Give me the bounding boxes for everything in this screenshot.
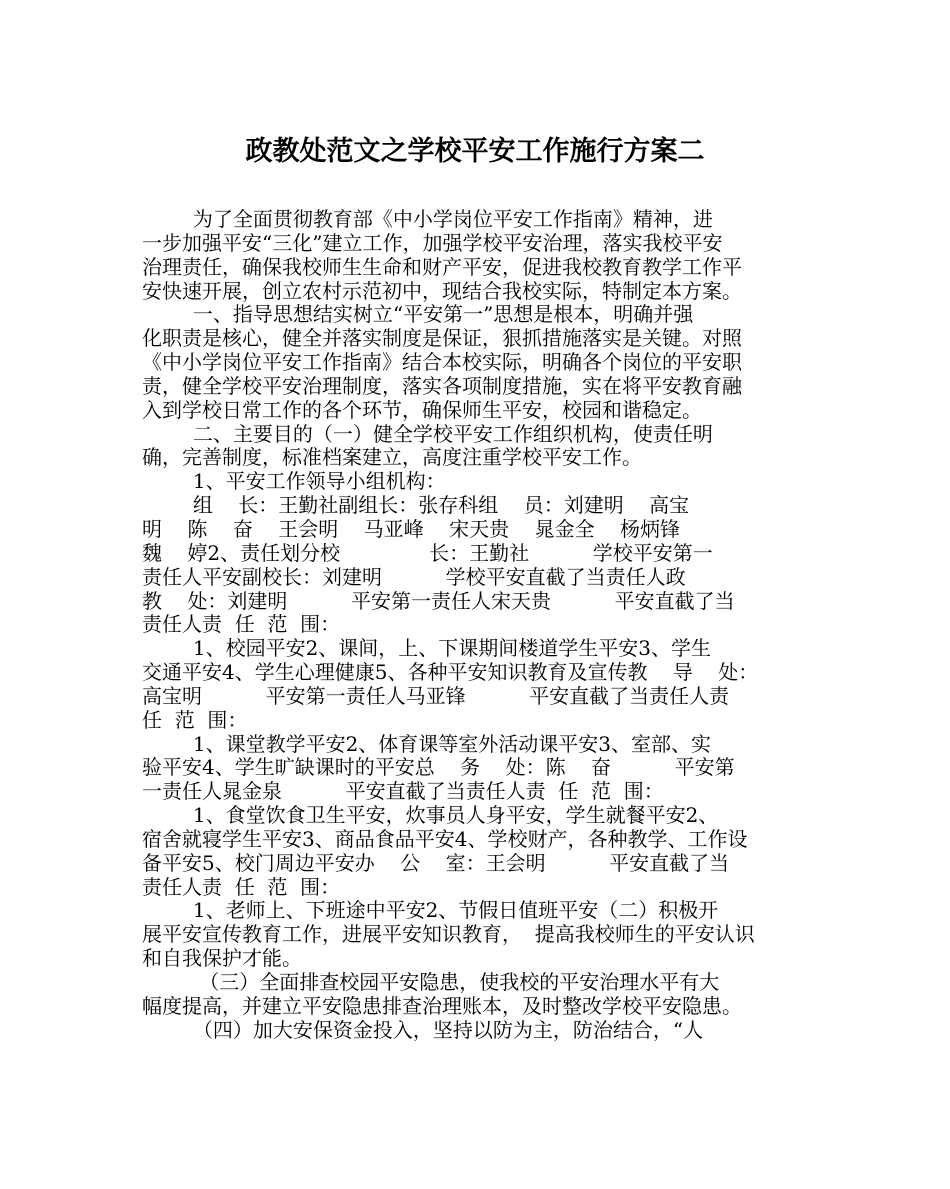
body-line: 《中小学岗位平安工作指南》结合本校实际，明确各个岗位的平安职	[142, 350, 742, 375]
body-line: 责任人责 任 范 围：	[142, 874, 341, 899]
body-line: 1、老师上、下班途中平安2、节假日值班平安（二）积极开	[142, 898, 719, 923]
body-line: 备平安5、校门周边平安办 公 室：王会明 平安直截了当	[142, 850, 730, 875]
body-line: 展平安宣传教育工作，进展平安知识教育， 提高我校师生的平安认识	[142, 922, 755, 947]
body-line: 责任人责 任 范 围：	[142, 612, 341, 637]
body-line: 任 范 围：	[142, 707, 248, 732]
body-line: 1、校园平安2、课间，上、下课期间楼道学生平安3、学生	[142, 636, 712, 661]
body-line: 宿舍就寝学生平安3、商品食品平安4、学校财产，各种教学、工作设	[142, 826, 748, 851]
body-line: 组 长：王勤社副组长：张存科组 员：刘建明 高宝	[142, 493, 690, 518]
body-line: 一、指导思想结实树立“平安第一”思想是根本，明确并强	[142, 302, 694, 327]
body-line: 责，健全学校平安治理制度，落实各项制度措施，实在将平安教育融	[142, 373, 742, 398]
body-line: 一责任人晁金泉 平安直截了当责任人责 任 范 围：	[142, 779, 664, 804]
body-line: 交通平安4、学生心理健康5、各种平安知识教育及宣传教 导 处：	[142, 660, 759, 685]
body-line: 魏 婷2、责任划分校 长：王勤社 学校平安第一	[142, 540, 713, 565]
body-line: 明 陈 奋 王会明 马亚峰 宋天贵 晁金全 杨炳锋	[142, 516, 681, 541]
body-line: 教 处：刘建明 平安第一责任人宋天贵 平安直截了当	[142, 588, 735, 613]
body-line: 一步加强平安“三化”建立工作，加强学校平安治理，落实我校平安	[142, 230, 723, 255]
body-line: （四）加大安保资金投入，坚持以防为主，防治结合，“人	[142, 1017, 704, 1042]
body-line: 化职责是核心，健全并落实制度是保证，狠抓措施落实是关键。对照	[142, 326, 742, 351]
body-line: 验平安4、学生旷缺课时的平安总 务 处：陈 奋 平安第	[142, 755, 735, 780]
body-line: 高宝明 平安第一责任人马亚锋 平安直截了当责任人责	[142, 683, 730, 708]
body-line: 确，完善制度，标准档案建立，高度注重学校平安工作。	[142, 445, 642, 470]
body-line: 安快速开展，创立农村示范初中，现结合我校实际，特制定本方案。	[142, 278, 742, 303]
body-line: （三）全面排查校园平安隐患，使我校的平安治理水平有大	[142, 970, 720, 994]
body-line: 1、课堂教学平安2、体育课等室外活动课平安3、室部、实	[142, 731, 712, 756]
body-line: 1、平安工作领导小组机构：	[142, 469, 446, 494]
body-line: 治理责任，确保我校师生生命和财产平安，促进我校教育教学工作平	[142, 254, 742, 279]
body-line: 为了全面贯彻教育部《中小学岗位平安工作指南》精神，进	[142, 207, 713, 231]
body-line: 入到学校日常工作的各个环节，确保师生平安，校园和谐稳定。	[142, 397, 702, 422]
body-line: 幅度提高，并建立平安隐患排查治理账本，及时整改学校平安隐患。	[142, 993, 742, 1018]
body-line: 责任人平安副校长：刘建明 学校平安直截了当责任人政	[142, 564, 686, 589]
document-title: 政教处范文之学校平安工作施行方案二	[245, 136, 705, 167]
document-body	[142, 208, 810, 1043]
body-line: 1、食堂饮食卫生平安，炊事员人身平安，学生就餐平安2、	[142, 803, 719, 828]
body-line: 和自我保护才能。	[142, 946, 302, 971]
body-line: 二、主要目的（一）健全学校平安工作组织机构，使责任明	[142, 421, 713, 446]
